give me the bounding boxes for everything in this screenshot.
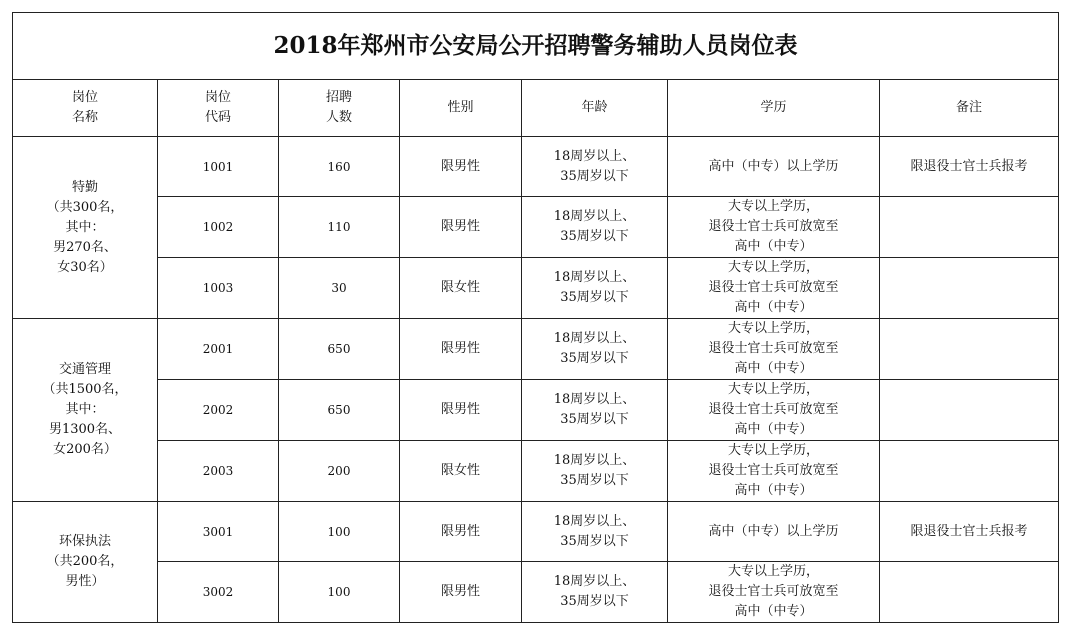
education: 大专以上学历， 退役士官士兵可放宽至 高中（中专）: [668, 258, 880, 319]
gender: 限男性: [400, 380, 522, 441]
header-education: 学历: [668, 80, 880, 137]
header-remarks: 备注: [880, 80, 1059, 137]
table-row: [13, 562, 1059, 623]
remarks: 限退役士官士兵报考: [880, 502, 1059, 562]
table-title: 2018年郑州市公安局公开招聘警务辅助人员岗位表: [13, 13, 1059, 80]
remarks: [880, 197, 1059, 258]
remarks: [880, 441, 1059, 502]
table-row: [13, 502, 1059, 562]
position-code: 2003: [158, 441, 279, 502]
table-row: [13, 197, 1059, 258]
age: 18周岁以上、 35周岁以下: [522, 502, 668, 562]
age: 18周岁以上、 35周岁以下: [522, 197, 668, 258]
table-row: [13, 441, 1059, 502]
header-position-code: 岗位 代码: [158, 80, 279, 137]
gender: 限男性: [400, 319, 522, 380]
position-code: 3001: [158, 502, 279, 562]
education: 大专以上学历， 退役士官士兵可放宽至 高中（中专）: [668, 319, 880, 380]
header-gender: 性别: [400, 80, 522, 137]
gender: 限男性: [400, 197, 522, 258]
age: 18周岁以上、 35周岁以下: [522, 319, 668, 380]
age: 18周岁以上、 35周岁以下: [522, 258, 668, 319]
table-row: [13, 319, 1059, 380]
headcount: 160: [279, 137, 400, 197]
education: 大专以上学历， 退役士官士兵可放宽至 高中（中专）: [668, 380, 880, 441]
position-code: 3002: [158, 562, 279, 623]
remarks: [880, 380, 1059, 441]
recruitment-table-document: [12, 12, 1058, 619]
gender: 限男性: [400, 562, 522, 623]
table-row: [13, 137, 1059, 197]
position-code: 2002: [158, 380, 279, 441]
age: 18周岁以上、 35周岁以下: [522, 562, 668, 623]
table-row: [13, 380, 1059, 441]
header-position-name: 岗位 名称: [13, 80, 158, 137]
position-code: 1002: [158, 197, 279, 258]
category-environmental-enforcement: 环保执法 （共200名， 男性）: [13, 502, 158, 623]
age: 18周岁以上、 35周岁以下: [522, 137, 668, 197]
recruitment-table: [12, 12, 1059, 623]
education: 高中（中专）以上学历: [668, 502, 880, 562]
position-code: 1001: [158, 137, 279, 197]
gender: 限女性: [400, 258, 522, 319]
table-row: [13, 258, 1059, 319]
headcount: 650: [279, 380, 400, 441]
gender: 限女性: [400, 441, 522, 502]
position-code: 2001: [158, 319, 279, 380]
gender: 限男性: [400, 502, 522, 562]
headcount: 100: [279, 502, 400, 562]
education: 大专以上学历， 退役士官士兵可放宽至 高中（中专）: [668, 197, 880, 258]
position-code: 1003: [158, 258, 279, 319]
header-headcount: 招聘 人数: [279, 80, 400, 137]
headcount: 200: [279, 441, 400, 502]
remarks: [880, 258, 1059, 319]
education: 大专以上学历， 退役士官士兵可放宽至 高中（中专）: [668, 562, 880, 623]
age: 18周岁以上、 35周岁以下: [522, 380, 668, 441]
remarks: [880, 319, 1059, 380]
header-row: [13, 80, 1059, 137]
headcount: 110: [279, 197, 400, 258]
headcount: 100: [279, 562, 400, 623]
remarks: [880, 562, 1059, 623]
age: 18周岁以上、 35周岁以下: [522, 441, 668, 502]
category-special-duty: 特勤 （共300名， 其中： 男270名、 女30名）: [13, 137, 158, 319]
education: 大专以上学历， 退役士官士兵可放宽至 高中（中专）: [668, 441, 880, 502]
education: 高中（中专）以上学历: [668, 137, 880, 197]
header-age: 年龄: [522, 80, 668, 137]
headcount: 30: [279, 258, 400, 319]
gender: 限男性: [400, 137, 522, 197]
category-traffic-management: 交通管理 （共1500名， 其中： 男1300名、 女200名）: [13, 319, 158, 502]
headcount: 650: [279, 319, 400, 380]
remarks: 限退役士官士兵报考: [880, 137, 1059, 197]
